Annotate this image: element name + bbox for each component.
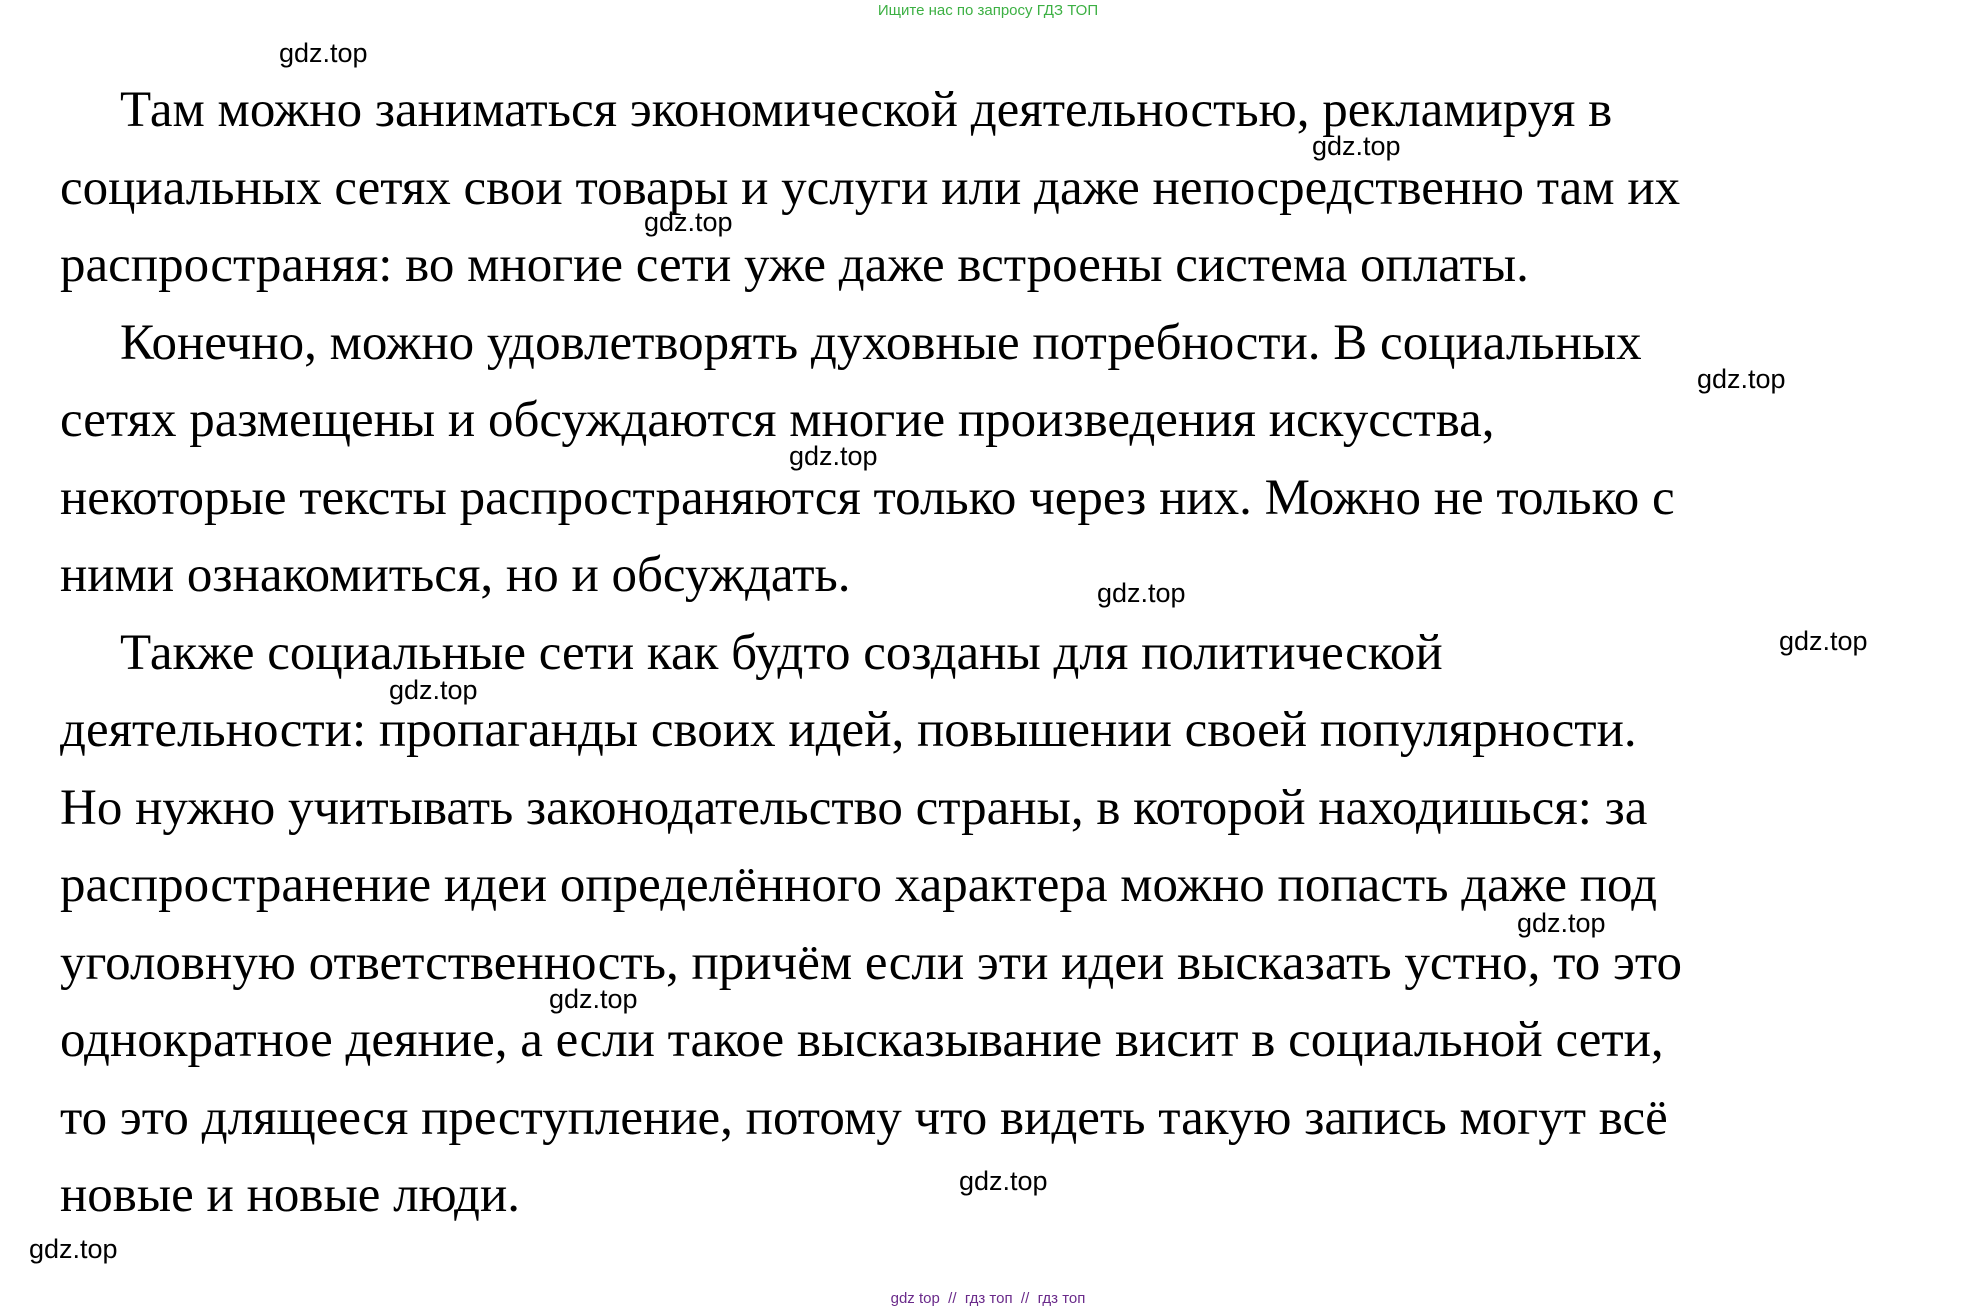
text-line: уголовную ответственность, причём если эти идеи высказать устно, то это — [60, 934, 1683, 991]
text-line: однократное деяние, а если такое высказывание висит в социальной сети, — [60, 1012, 1664, 1068]
text-line: новые и новые люди. — [60, 1167, 521, 1223]
paragraph-spiritual — [60, 305, 1950, 615]
watermark: gdz.top — [1312, 131, 1401, 161]
text-line: Там можно заниматься экономической деятельностью, рекламируя в — [120, 82, 1613, 138]
text-line: сетях размещены и обсуждаются многие произведения искусства, — [60, 392, 1495, 448]
watermark: gdz.top — [279, 38, 368, 68]
text-line: распространение идеи определённого характера можно попасть даже под — [60, 857, 1658, 913]
text-line: деятельности: пропаганды своих идей, повышении своей популярности. — [60, 702, 1637, 758]
watermark: gdz.top — [959, 1166, 1048, 1196]
watermark: gdz.top — [644, 207, 733, 237]
text-line: Конечно, можно удовлетворять духовные потребности. В социальных — [120, 314, 1642, 371]
text-line: то это длящееся преступление, потому что видеть такую запись могут всё — [60, 1089, 1668, 1146]
text-line: Но нужно учитывать законодательство страны, в которой находишься: за — [60, 779, 1648, 836]
document-body — [60, 72, 1950, 1235]
footer-links: gdz top // гдз топ // гдз топ — [890, 1290, 1086, 1307]
watermark: gdz.top — [549, 984, 638, 1014]
text-line: Также социальные сети как будто созданы для политической — [120, 624, 1443, 681]
text-line: социальных сетях свои товары и услуги или даже непосредственно там их — [60, 159, 1681, 216]
watermark: gdz.top — [789, 441, 878, 471]
watermark: gdz.top — [1517, 908, 1606, 938]
watermark: gdz.top — [1779, 626, 1868, 656]
watermark: gdz.top — [1097, 578, 1186, 608]
paragraph-economic — [60, 72, 1950, 305]
top-banner: Ищите нас по запросу ГДЗ ТОП — [877, 2, 1099, 19]
text-line: ними ознакомиться, но и обсуждать. — [60, 547, 851, 603]
watermark: gdz.top — [389, 675, 478, 705]
text-line: некоторые тексты распространяются только через них. Можно не только с — [60, 469, 1675, 526]
paragraph-political — [60, 615, 1950, 1235]
watermark: gdz.top — [29, 1234, 118, 1264]
text-line: распространяя: во многие сети уже даже встроены система оплаты. — [60, 237, 1529, 293]
watermark: gdz.top — [1697, 364, 1786, 394]
